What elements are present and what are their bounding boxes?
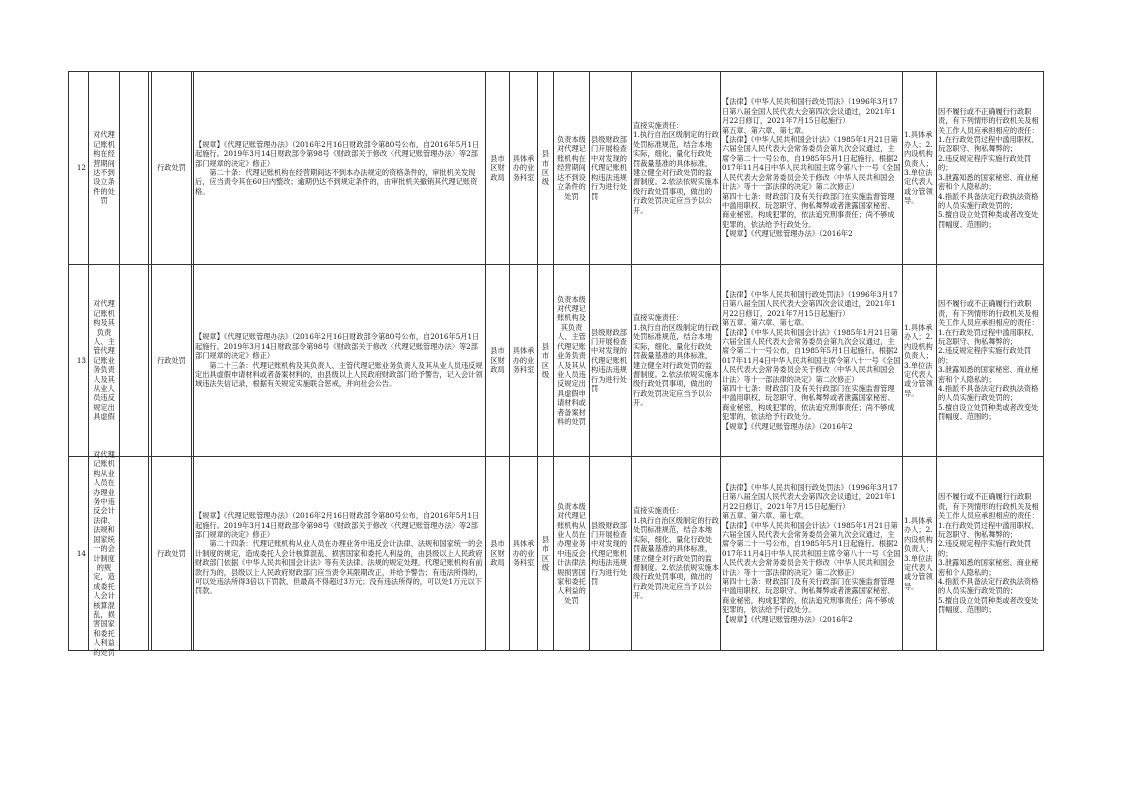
implementing-agency: 县市区财政局 — [486, 72, 510, 265]
blank-cell — [120, 72, 149, 265]
handling-office: 具体承办的业务科室 — [510, 457, 538, 651]
legal-basis — [194, 457, 486, 651]
table-row — [69, 72, 1044, 265]
responsibility: 负责本级对代理记账机构及其负责人、主管代理记账业务负责人及其从业人员违反规定出具虚假申请材料或者备案材料的处罚 — [554, 265, 590, 457]
responsible-subjects: 1.具体承办人；2.内设机构负责人；3.单位法定代表人或分管领导。 — [903, 265, 937, 457]
duties-heading: 直接实施责任： — [633, 120, 684, 130]
duties-items: 1.执行自治区级制定的行政处罚标准规范，结合本地实际，细化、量化行政处罚裁量基准的具体标准，建立健全对行政处罚的监督制度。2.依法依规实施本级行政处罚事项，做出的行政处罚决定应当予以公开。 — [633, 515, 719, 601]
row-number: 12 — [69, 72, 89, 265]
responsible-subjects: 1.具体承办人；2.内设机构负责人；3.单位法定代表人或分管领导。 — [903, 72, 937, 265]
authority-level: 县市区级 — [538, 72, 554, 265]
basis-body: 第二十四条：代理记账机构从业人员在办理业务中违反会计法律、法规和国家统一的会计制度的规定，造成委托人会计核算混乱、损害国家和委托人利益的，由县级以上人民政府财政部门依据《中华人民共和国会计法》等有关法律、法规的规定处理。代理记账机构有前款行为的，县级以上人民政府财政部门应当责令其限期改正，并给予警告；有违法所得的，可以处违法所得3倍以下罚款，但最高不得超过3万元；没有违法所得的，可以处1万元以下罚款。 — [195, 539, 483, 596]
supervision-note: 县级财政部门开展检查中对发现的代理记账机构违法违规行为进行处罚 — [590, 72, 632, 265]
law-references: 【法律】《中华人民共和国行政处罚法》（1996年3月17日第八届全国人民代表大会第四次会议通过，2021年1月22日修订，2021年7月15日起施行） 第五章、第六章、第七章。 【法律】《中华人民共和国会计法》（1985年1月21日第六届全国人民代表大会常务委员会第九次会议通过，主席令第二十一号公布，自1985年5月1日起施行。根据2017年11月4日中华人民共和国主席令第八十一号《全国人民代表大会常务委员会关于修改〈中华人民共和国会计法〉等十一部法律的决定》第二次修正） 第四十七条：财政部门及有关行政部门在实施监督管理中滥用职权、玩忽职守、徇私舞弊或者泄露国家秘密、商业秘密，构成犯罪的，依法追究刑事责任；尚不够成犯罪的，依法给予行政处分。 【规章】《代理记账管理办法》（2016年2 — [721, 265, 903, 457]
responsibility: 负责本级对代理记账机构从业人员在办理业务中违反会计法律法规损害国家和委托人利益的处罚 — [554, 457, 590, 651]
legal-basis — [194, 72, 486, 265]
duties-heading: 直接实施责任： — [633, 313, 684, 323]
implementing-agency: 县市区财政局 — [486, 457, 510, 651]
duties — [632, 72, 721, 265]
category: 行政处罚 — [152, 457, 192, 651]
category: 行政处罚 — [152, 265, 192, 457]
responsible-subjects: 1.具体承办人；2.内设机构负责人；3.单位法定代表人或分管领导。 — [903, 457, 937, 651]
table-row — [69, 457, 1044, 651]
law-references: 【法律】《中华人民共和国行政处罚法》（1996年3月17日第八届全国人民代表大会第四次会议通过，2021年1月22日修订，2021年7月15日起施行） 第五章、第六章、第七章。 【法律】《中华人民共和国会计法》（1985年1月21日第六届全国人民代表大会常务委员会第九次会议通过，主席令第二十一号公布，自1985年5月1日起施行。根据2017年11月4日中华人民共和国主席令第八十一号《全国人民代表大会常务委员会关于修改〈中华人民共和国会计法〉等十一部法律的决定》第二次修正） 第四十七条：财政部门及有关行政部门在实施监督管理中滥用职权、玩忽职守、徇私舞弊或者泄露国家秘密、商业秘密，构成犯罪的，依法追究刑事责任；尚不够成犯罪的，依法给予行政处分。 【规章】《代理记账管理办法》（2016年2 — [721, 457, 903, 651]
duties — [632, 265, 721, 457]
blank-cell — [120, 265, 149, 457]
item-name: 对代理记账机构从业人员在办理业务中违反会计法律、法规和国家统一的会计制度的规定，造成委托人会计核算混乱，损害国家和委托人利益的处罚 — [89, 457, 120, 651]
handling-office: 具体承办的业务科室 — [510, 72, 538, 265]
duties-items: 1.执行自治区级制定的行政处罚标准规范，结合本地实际，细化、量化行政处罚裁量基准的具体标准，建立健全对行政处罚的监督制度。2.依法依规实施本级行政处罚事项，做出的行政处罚决定应当予以公开。 — [633, 130, 719, 215]
basis-title: 【规章】《代理记账管理办法》（2016年2月16日财政部令第80号公布，自2016年5月1日起施行。2019年3月14日财政部令第98号《财政部关于修改〈代理记账管理办法〉等2部部门规章的决定》修正） — [195, 139, 480, 168]
blank-cell — [120, 457, 149, 651]
supervision-note: 县级财政部门开展检查中对发现的代理记账机构违法违规行为进行处罚 — [590, 457, 632, 651]
accountability: 因不履行或不正确履行行政职责，有下列情形的行政机关及相关工作人员应承担相应的责任： 1.在行政处罚过程中滥用职权、玩忽职守、徇私舞弊的； 2.违反规定程序实施行政处罚的； 3.泄露知悉的国家秘密、商业秘密和个人隐私的； 4.指派不具备法定行政执法资格的人员实施行政处罚的； 5.擅自设立处罚种类或者改变处罚幅度、范围的； — [937, 457, 1044, 651]
item-name: 对代理记账机构在经营期间达不到设立条件的处罚 — [89, 72, 120, 265]
basis-title: 【规章】《代理记账管理办法》（2016年2月16日财政部令第80号公布，自2016年5月1日起施行。2019年3月14日财政部令第98号《财政部关于修改〈代理记账管理办法〉等2部部门规章的决定》修正） — [195, 332, 480, 361]
table-row — [69, 265, 1044, 457]
basis-title: 【规章】《代理记账管理办法》（2016年2月16日财政部令第80号公布，自2016年5月1日起施行。2019年3月14日财政部令第98号《财政部关于修改〈代理记账管理办法〉等2部部门规章的决定》修正） — [195, 511, 480, 539]
accountability: 因不履行或不正确履行行政职责，有下列情形的行政机关及相关工作人员应承担相应的责任： 1.在行政处罚过程中滥用职权、玩忽职守、徇私舞弊的； 2.违反规定程序实施行政处罚的； 3.泄露知悉的国家秘密、商业秘密和个人隐私的； 4.指派不具备法定行政执法资格的人员实施行政处罚的； 5.擅自设立处罚种类或者改变处罚幅度、范围的； — [937, 265, 1044, 457]
legal-basis — [194, 265, 486, 457]
duties — [632, 457, 721, 651]
basis-body: 第二十三条：代理记账机构及其负责人、主管代理记账业务负责人及其从业人员违反规定出具虚假申请材料或者备案材料的，由县级以上人民政府财政部门给予警告，记入会计领域违法失信记录，根据有关规定实施联合惩戒，并向社会公告。 — [195, 360, 483, 389]
authority-level: 县市区级 — [538, 265, 554, 457]
basis-body: 第二十条：代理记账机构在经营期间达不到本办法规定的资格条件的，审批机关发现后，应当责令其在60日内整改；逾期仍达不到规定条件的，由审批机关撤销其代理记账资格。 — [195, 168, 478, 196]
row-number: 14 — [69, 457, 89, 651]
implementing-agency: 县市区财政局 — [486, 265, 510, 457]
responsibility-table — [68, 71, 1044, 657]
supervision-note: 县级财政部门开展检查中对发现的代理记账机构违法违规行为进行处罚 — [590, 265, 632, 457]
responsibility: 负责本级对代理记账机构在经营期间达不到设立条件的处罚 — [554, 72, 590, 265]
item-name: 对代理记账机构及其负责人、主管代理记账业务负责人及其从业人员违反规定出具虚假 — [89, 265, 120, 457]
law-references: 【法律】《中华人民共和国行政处罚法》（1996年3月17日第八届全国人民代表大会第四次会议通过，2021年1月22日修订，2021年7月15日起施行） 第五章、第六章、第七章。 【法律】《中华人民共和国会计法》（1985年1月21日第六届全国人民代表大会常务委员会第九次会议通过，主席令第二十一号公布，自1985年5月1日起施行。根据2017年11月4日中华人民共和国主席令第八十一号《全国人民代表大会常务委员会关于修改〈中华人民共和国会计法〉等十一部法律的决定》第二次修正） 第四十七条：财政部门及有关行政部门在实施监督管理中滥用职权、玩忽职守、徇私舞弊或者泄露国家秘密、商业秘密，构成犯罪的，依法追究刑事责任；尚不够成犯罪的，依法给予行政处分。 【规章】《代理记账管理办法》（2016年2 — [721, 72, 903, 265]
accountability: 因不履行或不正确履行行政职责，有下列情形的行政机关及相关工作人员应承担相应的责任： 1.在行政处罚过程中滥用职权、玩忽职守、徇私舞弊的； 2.违反规定程序实施行政处罚的； 3.泄露知悉的国家秘密、商业秘密和个人隐私的； 4.指派不具备法定行政执法资格的人员实施行政处罚的； 5.擅自设立处罚种类或者改变处罚幅度、范围的； — [937, 72, 1044, 265]
row-number: 13 — [69, 265, 89, 457]
duties-items: 1.执行自治区级制定的行政处罚标准规范，结合本地实际，细化、量化行政处罚裁量基准的具体标准，建立健全对行政处罚的监督制度。2.依法依规实施本级行政处罚事项，做出的行政处罚决定应当予以公开。 — [633, 322, 719, 408]
handling-office: 具体承办的业务科室 — [510, 265, 538, 457]
category: 行政处罚 — [152, 72, 192, 265]
duties-heading: 直接实施责任： — [633, 506, 684, 516]
authority-level: 县市区级 — [538, 457, 554, 651]
